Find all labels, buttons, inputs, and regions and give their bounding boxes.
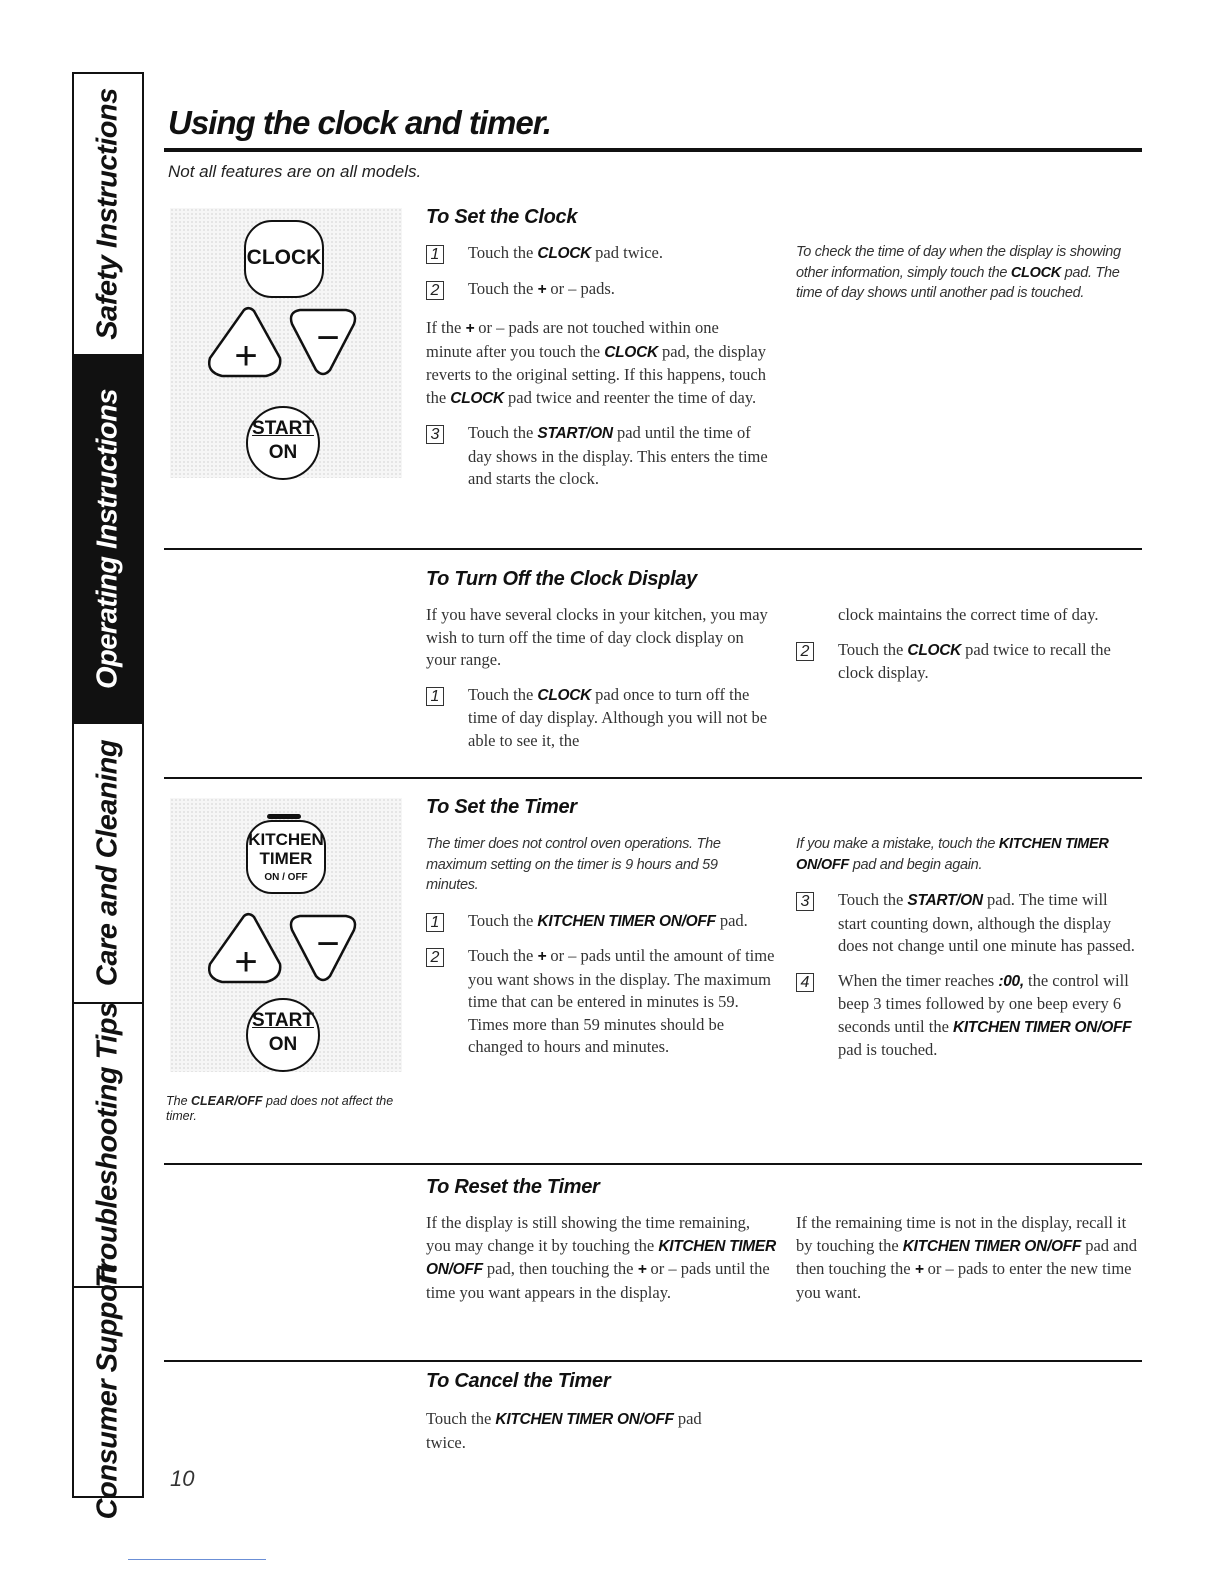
- turn-off-clock-heading: To Turn Off the Clock Display: [426, 568, 697, 590]
- key-name: CLOCK: [907, 641, 962, 659]
- step-text: Touch the: [468, 910, 538, 930]
- step-text: Touch the: [468, 946, 538, 965]
- step-number: 4: [796, 973, 814, 992]
- key-name: KITCHEN TIMER ON/OFF: [796, 836, 1109, 873]
- key-name: CLEAR/OFF: [191, 1094, 263, 1108]
- step-number: 2: [426, 948, 444, 967]
- kitchen-timer-pad: [246, 820, 326, 894]
- key-name: +: [914, 1261, 924, 1278]
- on-label: ON: [268, 442, 298, 463]
- step-text: pad once to turn off the time of day display. Although you will not be able to see it, the: [468, 684, 768, 750]
- clock-pad-label: CLOCK: [246, 246, 322, 269]
- text: or – pads are not touched within one minute after you touch the: [426, 318, 719, 361]
- key-name: KITCHEN TIMER ON/OFF: [426, 1237, 776, 1278]
- timer-keypad-illustration: [170, 798, 402, 1072]
- note-text: If you make a mistake, touch the: [796, 836, 999, 852]
- reset-timer-heading: To Reset the Timer: [426, 1176, 600, 1198]
- tab-operating-instructions[interactable]: [74, 356, 142, 724]
- set-clock-steps: [426, 242, 776, 503]
- step-text: Touch the: [838, 639, 908, 659]
- start-label: START: [252, 1010, 314, 1031]
- on-off-label: ON / OFF: [264, 872, 308, 883]
- step-text: When the timer reaches: [838, 970, 999, 990]
- key-name: KITCHEN TIMER ON/OFF: [953, 1018, 1132, 1036]
- text: If the: [426, 318, 466, 337]
- start-on-pad: [246, 406, 320, 480]
- paragraph: clock maintains the correct time of day.: [838, 605, 1099, 624]
- step-text: Touch the: [468, 278, 538, 298]
- key-name: +: [537, 280, 547, 298]
- section-divider: [164, 1163, 1142, 1165]
- step-number: 3: [426, 425, 444, 444]
- step: [426, 422, 776, 491]
- minus-icon: −: [316, 316, 340, 360]
- text: If the remaining time is not in the display, recall it by touching the: [796, 1213, 1127, 1255]
- key-name: :00,: [998, 972, 1024, 990]
- page-number: 10: [170, 1466, 195, 1491]
- step-text: pad until the time of day shows in the display. This enters the time and starts the clock.: [468, 423, 768, 488]
- key-name: CLOCK: [1010, 264, 1061, 281]
- step: [426, 910, 776, 934]
- step-text: Touch the: [838, 890, 908, 909]
- step-text: Touch the: [468, 684, 538, 704]
- step-text: or – pads until the amount of time you want shows in the display. The maximum time that can be entered in minutes is 59. Times more than 59 minutes should be changed to hours and minutes.: [468, 946, 775, 1056]
- cancel-timer-text: [426, 1408, 736, 1466]
- step-text: Touch the: [468, 243, 538, 262]
- mistake-note: [796, 834, 1136, 875]
- tab-label: Troubleshooting Tips: [91, 1002, 124, 1288]
- turn-off-col2: [796, 604, 1136, 697]
- step-number: 1: [426, 245, 444, 264]
- tab-safety-instructions[interactable]: [74, 74, 142, 356]
- step-text: Touch the: [468, 423, 538, 442]
- plus-icon: +: [234, 334, 258, 378]
- text: pad twice and reenter the time of day.: [503, 387, 757, 407]
- text: pad and then touching the: [796, 1235, 1137, 1278]
- page-title: Using the clock and timer.: [168, 104, 551, 141]
- note-text: To check the time of day when the display is showing other information, simply touch the: [796, 244, 1121, 281]
- text: If the display is still showing the time remaining, you may change it by touching the: [426, 1213, 750, 1255]
- step: [796, 889, 1136, 958]
- section-divider: [164, 777, 1142, 779]
- set-timer-col2: [796, 834, 1136, 1074]
- text: pad, then touching the: [482, 1259, 638, 1278]
- text: Touch the: [426, 1409, 496, 1428]
- step-number: 2: [426, 281, 444, 300]
- note-text: pad and begin again.: [848, 856, 983, 873]
- paragraph: [796, 1212, 1141, 1304]
- paragraph: [426, 1408, 736, 1454]
- reset-timer-col2: [796, 1212, 1141, 1316]
- tab-consumer-support[interactable]: [74, 1264, 142, 1520]
- step-text: pad twice.: [591, 243, 663, 262]
- minus-icon: −: [316, 922, 340, 966]
- clear-off-caption: [166, 1094, 406, 1124]
- tab-label: Operating Instructions: [91, 389, 124, 689]
- key-name: +: [465, 320, 475, 337]
- key-name: KITCHEN TIMER ON/OFF: [537, 912, 716, 930]
- step: [796, 970, 1136, 1062]
- key-name: START/ON: [537, 425, 613, 442]
- tab-care-and-cleaning[interactable]: [74, 724, 142, 1004]
- step-text: pad twice to recall the clock display.: [838, 639, 1111, 682]
- step-number: 1: [426, 913, 444, 932]
- step-number: 3: [796, 892, 814, 911]
- title-rule: [164, 148, 1142, 152]
- step: [426, 945, 776, 1059]
- set-timer-heading: To Set the Timer: [426, 796, 577, 818]
- section-divider: [164, 548, 1142, 550]
- cancel-timer-heading: To Cancel the Timer: [426, 1370, 611, 1392]
- caption-text: The: [166, 1094, 192, 1108]
- step-number: 1: [426, 687, 444, 706]
- set-timer-col1: [426, 834, 776, 1071]
- key-name: CLOCK: [537, 245, 592, 262]
- section-divider: [164, 1360, 1142, 1362]
- start-label: START: [252, 418, 314, 439]
- section-tab-strip: [72, 72, 144, 1520]
- key-name: CLOCK: [604, 343, 658, 361]
- tab-troubleshooting-tips[interactable]: [74, 1004, 142, 1288]
- timer-note: The timer does not control oven operations. The maximum setting on the timer is 9 hours and 59 minutes.: [426, 836, 721, 893]
- start-on-pad: [246, 998, 320, 1072]
- paragraph: [426, 1212, 776, 1304]
- paragraph: If you have several clocks in your kitchen, you may wish to turn off the time of day clock display on your range.: [426, 605, 768, 669]
- step-number: 2: [796, 642, 814, 661]
- step: [426, 684, 776, 753]
- caption-text: pad does not affect the timer.: [166, 1094, 394, 1123]
- tab-label: Care and Cleaning: [91, 739, 124, 987]
- turn-off-col1: [426, 604, 776, 764]
- clock-keypad-illustration: [170, 208, 402, 478]
- set-clock-note: [796, 242, 1136, 304]
- tab-label: Consumer Support: [91, 1264, 124, 1520]
- step-text: pad is touched.: [838, 1040, 938, 1059]
- text: pad twice.: [426, 1409, 702, 1452]
- key-name: CLOCK: [537, 686, 592, 704]
- note-text: pad. The time of day shows until another pad is touched.: [796, 264, 1120, 301]
- step-text: or – pads.: [546, 278, 615, 298]
- step-text: the control will beep 3 times followed by one beep every 6 seconds until the: [838, 970, 1129, 1036]
- key-name: +: [637, 1261, 647, 1278]
- paragraph: [426, 317, 766, 410]
- key-name: KITCHEN TIMER ON/OFF: [902, 1237, 1082, 1255]
- key-name: KITCHEN TIMER ON/OFF: [495, 1411, 674, 1428]
- reset-timer-col1: [426, 1212, 776, 1316]
- page-subtitle: Not all features are on all models.: [168, 162, 422, 181]
- text: pad, the display reverts to the original setting. If this happens, touch the: [426, 341, 767, 407]
- set-clock-heading: To Set the Clock: [426, 206, 578, 228]
- step: [796, 639, 1136, 685]
- text: or – pads to enter the new time you want.: [796, 1259, 1132, 1302]
- indicator-bar: [267, 814, 301, 819]
- key-name: START/ON: [907, 892, 983, 909]
- timer-label: TIMER: [259, 849, 313, 868]
- plus-icon: +: [234, 940, 258, 984]
- key-name: CLOCK: [450, 389, 504, 407]
- step: [426, 242, 776, 266]
- footer-link-underline: [128, 1559, 266, 1560]
- text: or – pads until the time you want appears in the display.: [426, 1259, 770, 1302]
- on-label: ON: [268, 1034, 298, 1055]
- tab-label: Safety Instructions: [91, 88, 124, 340]
- kitchen-label: KITCHEN: [248, 830, 324, 849]
- clock-pad: [244, 220, 324, 298]
- step: [426, 278, 776, 302]
- step-text: pad. The time will start counting down, although the display does not change until one minute has passed.: [838, 890, 1135, 955]
- key-name: +: [537, 948, 547, 965]
- step-text: pad.: [715, 910, 748, 930]
